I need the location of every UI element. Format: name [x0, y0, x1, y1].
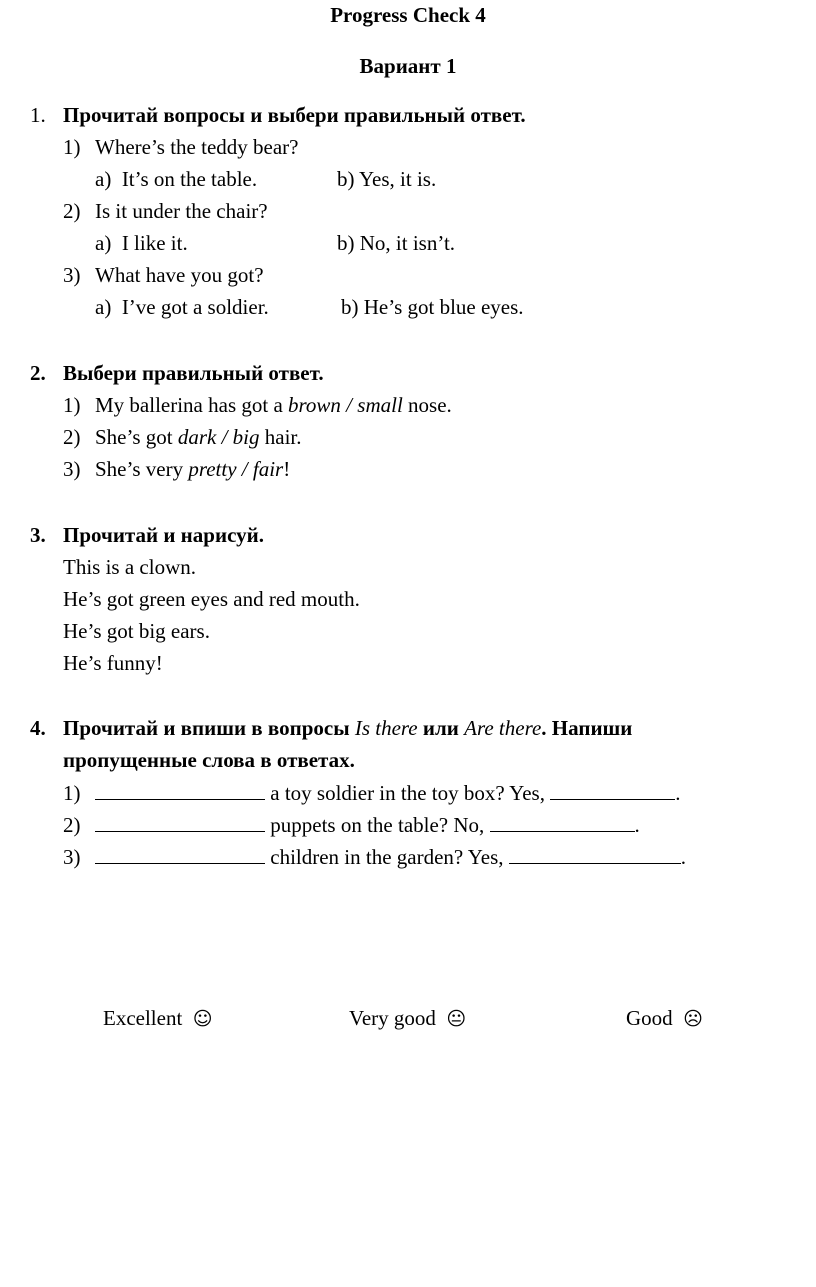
task3-line: He’s got big ears. [63, 619, 210, 643]
task1-instruction: Прочитай вопросы и выбери правильный ответ. [63, 103, 526, 127]
grade-good: Good ☹ [626, 1006, 703, 1030]
task4-option-is-there: Is there [354, 716, 418, 740]
task2-item2-number: 2) [63, 425, 81, 449]
task2-instruction: Выбери правильный ответ. [63, 361, 324, 385]
task2-item3-choice: pretty / fair [188, 457, 284, 481]
task3-line: This is a clown. [63, 555, 196, 579]
answer-blank[interactable] [490, 815, 635, 832]
task1-q1-number: 1) [63, 135, 81, 159]
task4-item3-number: 3) [63, 845, 81, 869]
task1-q1-option-b: b) Yes, it is. [337, 167, 437, 191]
task2-item3: She’s very pretty / fair! [95, 457, 291, 481]
task1-q3-number: 3) [63, 263, 81, 287]
task4-item2-number: 2) [63, 813, 81, 837]
task4-option-are-there: Are there [464, 716, 542, 740]
task1-q3-option-b: b) He’s got blue eyes. [341, 295, 524, 319]
frowning-face-icon: ☹ [683, 1008, 703, 1030]
answer-blank[interactable] [509, 847, 681, 864]
grade-excellent: Excellent ☺ [103, 1006, 213, 1030]
task4-item2: puppets on the table? No, . [95, 815, 640, 836]
task4-instruction-line2: пропущенные слова в ответах. [63, 748, 355, 772]
smiling-face-icon: ☺ [192, 1008, 213, 1030]
task1-q3-text: What have you got? [95, 263, 264, 287]
task4-instruction: Прочитай и впиши в вопросы Is there или Are there. Напиши [63, 716, 633, 740]
variant-heading: Вариант 1 [359, 54, 457, 78]
task4-item1: a toy soldier in the toy box? Yes, . [95, 783, 680, 804]
task2-item1: My ballerina has got a brown / small nose. [95, 393, 452, 417]
task2-number: 2. [30, 361, 46, 385]
task1-q2-text: Is it under the chair? [95, 199, 268, 223]
answer-blank[interactable] [95, 783, 265, 800]
task3-instruction: Прочитай и нарисуй. [63, 523, 264, 547]
task4-item1-number: 1) [63, 781, 81, 805]
task1-q1-option-a: a) It’s on the table. [95, 167, 258, 191]
task1-q3-option-a: a) I’ve got a soldier. [95, 295, 269, 319]
task1-q2-option-a: a) I like it. [95, 231, 188, 255]
neutral-face-icon: 😐 [446, 1008, 467, 1030]
task3-number: 3. [30, 523, 46, 547]
answer-blank[interactable] [550, 783, 675, 800]
task2-item2: She’s got dark / big hair. [95, 425, 302, 449]
task1-q1-text: Where’s the teddy bear? [95, 135, 299, 159]
answer-blank[interactable] [95, 815, 265, 832]
task1-q2-number: 2) [63, 199, 81, 223]
task4-item3: children in the garden? Yes, . [95, 847, 686, 868]
page-title: Progress Check 4 [330, 3, 486, 27]
task2-item1-number: 1) [63, 393, 81, 417]
grade-very-good: Very good 😐 [349, 1006, 467, 1030]
answer-blank[interactable] [95, 847, 265, 864]
task3-line: He’s funny! [63, 651, 163, 675]
task2-item3-number: 3) [63, 457, 81, 481]
task2-item1-choice: brown / small [288, 393, 403, 417]
task4-number: 4. [30, 716, 46, 740]
task2-item2-choice: dark / big [177, 425, 260, 449]
task1-number: 1. [30, 103, 46, 127]
task1-q2-option-b: b) No, it isn’t. [337, 231, 456, 255]
task3-line: He’s got green eyes and red mouth. [63, 587, 360, 611]
